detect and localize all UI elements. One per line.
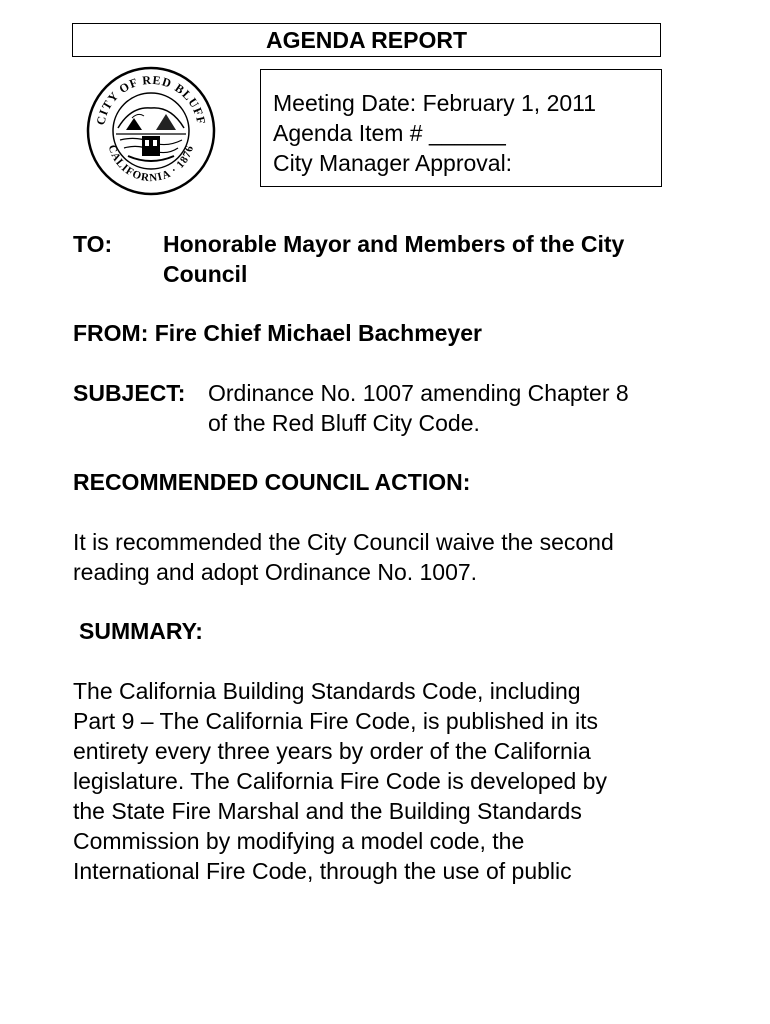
summary-line: Commission by modifying a model code, the	[73, 828, 525, 854]
to-label: TO:	[73, 231, 113, 257]
meeting-date: Meeting Date: February 1, 2011	[273, 90, 597, 116]
subject-label: SUBJECT:	[73, 380, 186, 406]
to-recipient	[163, 229, 624, 289]
summary-line: Part 9 – The California Fire Code, is published in its	[73, 708, 599, 734]
summary-line: legislature. The California Fire Code is developed by	[73, 768, 607, 794]
summary-text	[73, 676, 607, 886]
summary-line: The California Building Standards Code, including	[73, 678, 581, 704]
to-recipient-line1: Honorable Mayor and Members of the City	[163, 231, 625, 257]
summary-line: entirety every three years by order of the California	[73, 738, 591, 764]
subject-line2: of the Red Bluff City Code.	[208, 410, 480, 436]
seal-scene-icon	[116, 108, 186, 161]
city-manager-approval: City Manager Approval:	[273, 150, 513, 176]
city-seal-logo	[86, 66, 216, 196]
subject-line1: Ordinance No. 1007 amending Chapter 8	[208, 380, 629, 406]
svg-text:CITY OF RED BLUFF: CITY OF RED BLUFF	[93, 72, 209, 127]
summary-heading: SUMMARY:	[79, 618, 203, 644]
subject-text	[208, 378, 629, 438]
report-title: AGENDA REPORT	[72, 23, 661, 57]
svg-text:CALIFORNIA · 1876: CALIFORNIA · 1876	[105, 143, 197, 185]
to-recipient-line2: Council	[163, 261, 248, 287]
meeting-info-box	[260, 69, 662, 187]
summary-line: the State Fire Marshal and the Building Standards	[73, 798, 582, 824]
from-line: FROM: Fire Chief Michael Bachmeyer	[73, 320, 482, 346]
recommended-line1: It is recommended the City Council waive the second	[73, 529, 614, 555]
recommended-line2: reading and adopt Ordinance No. 1007.	[73, 559, 478, 585]
recommended-action-heading: RECOMMENDED COUNCIL ACTION:	[73, 469, 471, 495]
summary-line: International Fire Code, through the use of public	[73, 858, 572, 884]
recommended-action-text	[73, 527, 614, 587]
agenda-item-number: Agenda Item # ______	[273, 120, 506, 146]
